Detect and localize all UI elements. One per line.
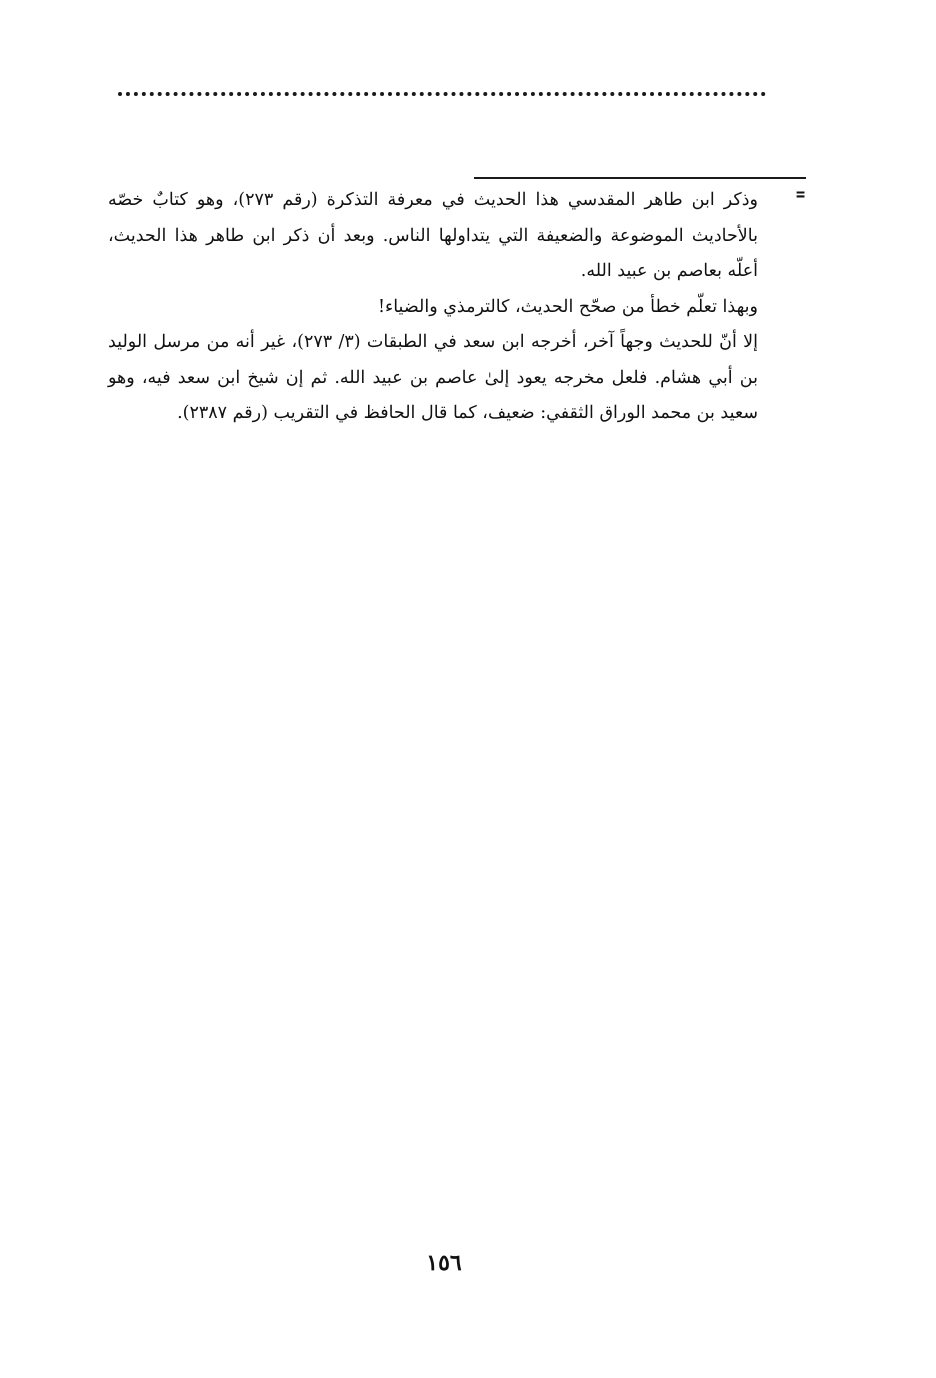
footnote-paragraph-1: وذكر ابن طاهر المقدسي هذا الحديث في معرفة التذكرة (رقم ٢٧٣)، وهو كتابٌ خصّه بالأحاديث الموضوعة والضعيفة التي يتداولها الناس. وبعد أن ذكر ابن طاهر هذا الحديث، أعلّه بعاصم بن عبيد الله. <box>108 190 758 281</box>
footnote-paragraph-2: وبهذا تعلّم خطأ من صحّح الحديث، كالترمذي والضياء! <box>377 296 758 317</box>
dotted-separator <box>118 92 766 96</box>
footnote-separator-line <box>474 177 806 179</box>
page-number: ١٥٦ <box>426 1250 462 1276</box>
footnote-paragraph-3: إلا أنّ للحديث وجهاً آخر، أخرجه ابن سعد في الطبقات (٣/ ٢٧٣)، غير أنه من مرسل الوليد بن أبي هشام. فلعل مخرجه يعود إلىٰ عاصم بن عبيد الله. ثم إن شيخ ابن سعد فيه، وهو سعيد بن محمد الوراق الثقفي: ضعيف، كما قال الحافظ في التقريب (رقم ٢٣٨٧). <box>108 332 758 423</box>
footnote-body <box>108 183 758 432</box>
footnote-continuation-mark: = <box>795 184 806 205</box>
